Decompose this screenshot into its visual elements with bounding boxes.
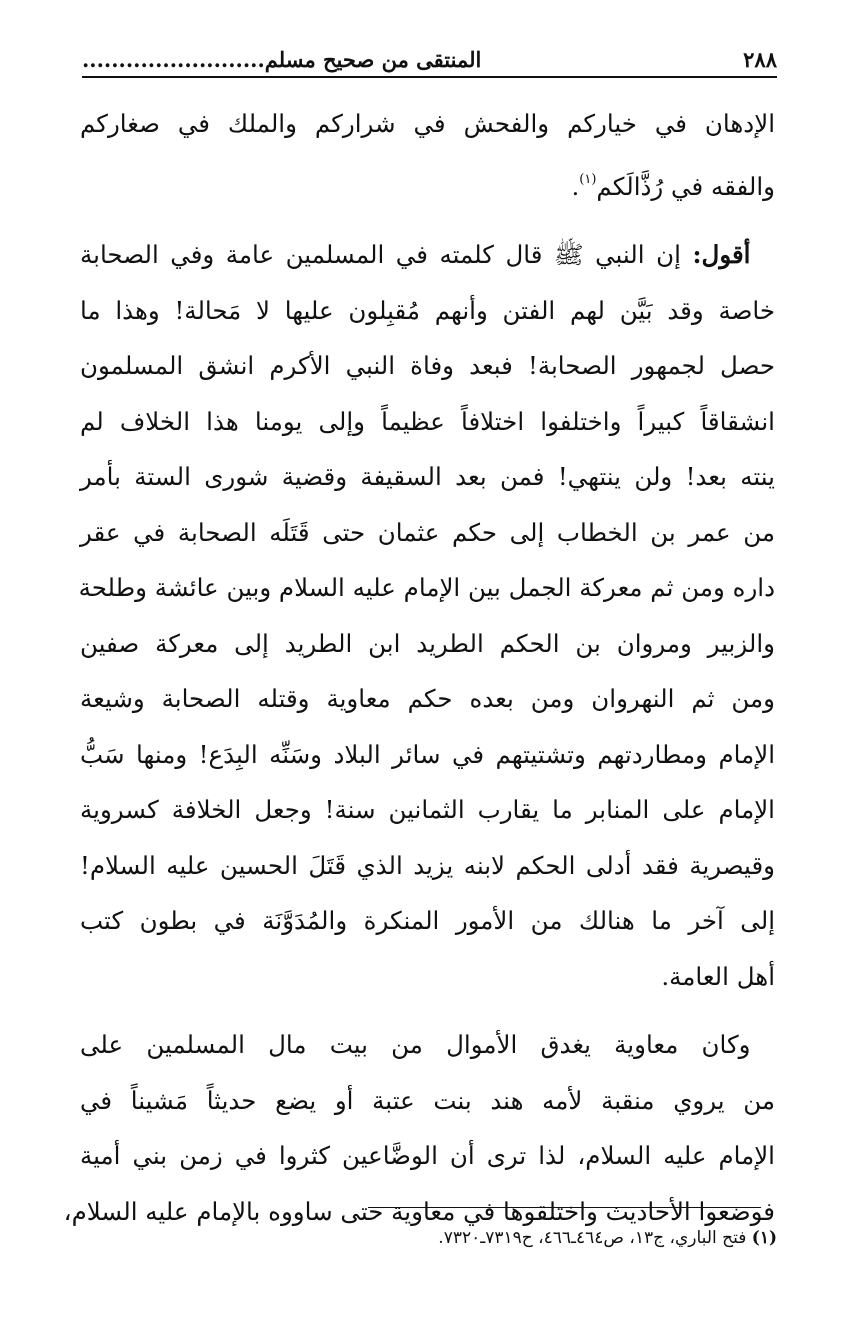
paragraph-2 xyxy=(80,227,775,1004)
lead-word: أقول: xyxy=(692,240,751,269)
text-line: أقول: إن النبي ﷺ قال كلمته في المسلمين عامة وفي الصحابة xyxy=(80,240,751,269)
text-line: والفقه في رُذَّالَكم$^{(١)}$. xyxy=(571,171,775,201)
text-line: داره ومن ثم معركة الجمل بين الإمام عليه السلام وبين عائشة وطلحة xyxy=(78,573,775,602)
footnote-marker: (١) xyxy=(579,171,597,187)
text-line: خاصة وقد بَيَّن لهم الفتن وأنهم مُقبِلون عليها لا مَحالة! وهذا ما xyxy=(80,295,775,325)
footnote xyxy=(80,1224,777,1252)
main-text xyxy=(63,96,775,1239)
text-line: من يروي منقبة لأمه هند بنت عتبة أو يضع حديثاً مَشيناً في xyxy=(80,1085,775,1115)
text-line: ينته بعد! ولن ينتهي! فمن بعد السقيفة وقضية شورى الستة بأمر xyxy=(80,462,775,491)
footnote-text: فتح الباري، ج١٣، ص٤٦٤ـ٤٦٦، ح٧٣١٩ـ٧٣٢٠. xyxy=(438,1228,747,1248)
text-line: إلى آخر ما هنالك من الأمور المنكرة والمُدَوَّنَة في بطون كتب xyxy=(80,906,775,935)
text-line: فوضعوا الأحاديث واختلقوها في معاوية حتى ساووه بالإمام عليه السلام، xyxy=(63,1196,775,1226)
text-line: الإمام على المنابر ما يقارب الثمانين سنة! وجعل الخلافة كسروية xyxy=(80,795,775,824)
text-line: وكان معاوية يغدق الأموال من بيت مال المسلمين على xyxy=(80,1030,751,1059)
page-number: ٢٨٨ xyxy=(743,47,777,72)
text-line: ومن ثم النهروان ومن بعده حكم معاوية وقتله الصحابة وشيعة xyxy=(80,684,775,713)
text-line: الإمام ومطاردتهم وتشتيتهم في سائر البلاد وسَنِّه البِدَع! ومنها سَبُّ xyxy=(80,739,775,769)
text-line: الإدهان في خياركم والفحش في شراركم والملك في صغاركم xyxy=(80,109,775,138)
text-line: انشقاقاً كبيراً واختلفوا اختلافاً عظيماً وإلى يومنا هذا الخلاف لم xyxy=(80,406,775,436)
footnote-rule xyxy=(368,1207,761,1208)
text-line: وقيصرية فقد أدلى الحكم لابنه يزيد الذي قَتَلَ الحسين عليه السلام! xyxy=(80,850,775,880)
paragraph-3 xyxy=(63,1017,775,1239)
running-title: المنتقى من صحيح مسلم......................... xyxy=(82,47,482,72)
text-line: الإمام عليه السلام، لذا ترى أن الوضَّاعين كثروا في زمن بني أمية xyxy=(80,1141,775,1170)
text-line: حصل لجمهور الصحابة! فبعد وفاة النبي الأكرم انشق المسلمون xyxy=(80,351,775,380)
text-line: من عمر بن الخطاب إلى حكم عثمان حتى قَتَلَه الصحابة في عقر xyxy=(80,517,775,547)
paragraph-1 xyxy=(80,96,775,214)
text-line: أهل العامة. xyxy=(661,961,775,991)
text-line: والزبير ومروان بن الحكم الطريد ابن الطريد إلى معركة صفين xyxy=(80,628,775,658)
footnote-number: (١) xyxy=(751,1228,777,1248)
header-rule xyxy=(82,76,777,78)
running-header xyxy=(82,28,777,72)
